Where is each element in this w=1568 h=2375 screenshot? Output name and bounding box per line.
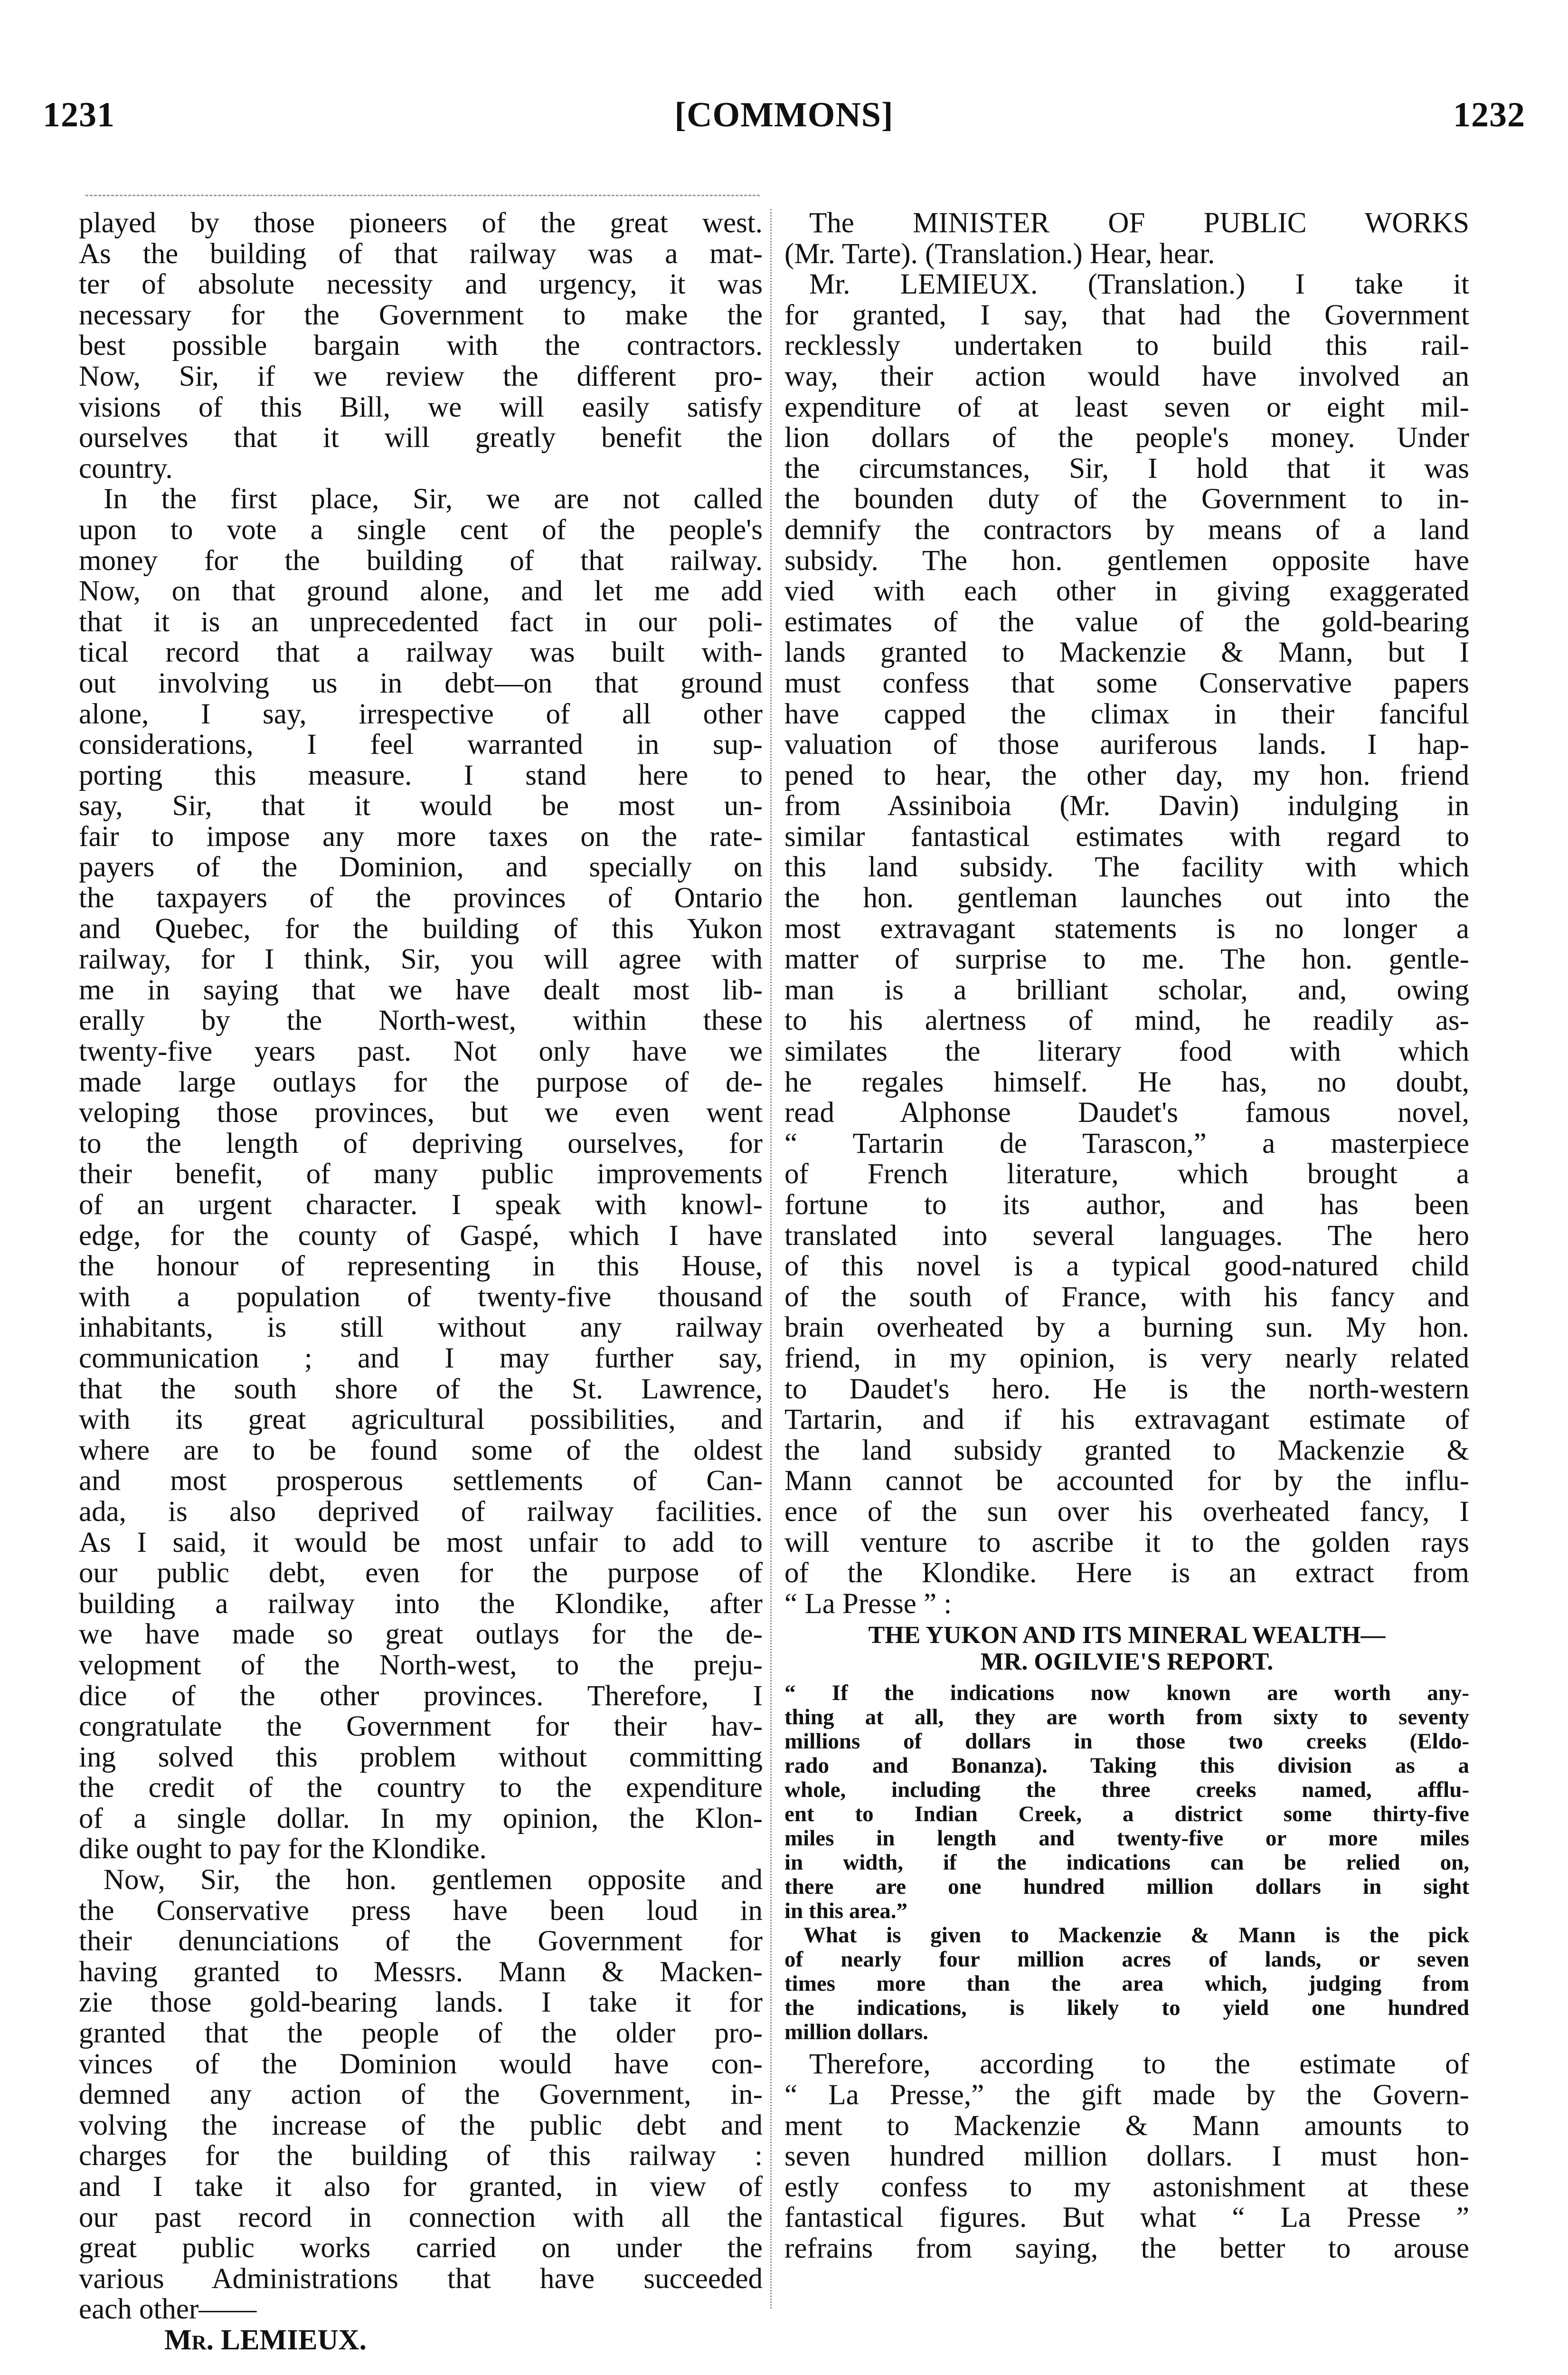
text-line: communication ; and I may further say, xyxy=(79,1342,763,1374)
text-line: ourselves that it will greatly benefit the xyxy=(79,422,763,454)
text-line: say, Sir, that it would be most un- xyxy=(79,790,763,822)
text-line: “ If the indications now known are worth any- xyxy=(784,1681,1469,1706)
text-line: the circumstances, Sir, I hold that it was xyxy=(784,452,1469,484)
page-number-right: 1232 xyxy=(1453,95,1525,134)
text-line: “ La Presse,” the gift made by the Govern- xyxy=(784,2079,1469,2111)
running-head: [COMMONS] xyxy=(674,95,894,134)
text-line: zie those gold-bearing lands. I take it for xyxy=(79,1986,763,2019)
text-line: Therefore, according to the estimate of xyxy=(809,2048,1469,2080)
left-column xyxy=(79,208,763,2356)
column-divider xyxy=(770,209,772,2308)
text-line: demned any action of the Government, in- xyxy=(79,2079,763,2111)
text-line: having granted to Messrs. Mann & Macken- xyxy=(79,1956,763,1988)
speaker-label: Mr. LEMIEUX. xyxy=(164,2324,367,2356)
text-line: necessary for the Government to make the xyxy=(79,299,763,331)
text-line: erally by the North-west, within these xyxy=(79,1005,763,1037)
text-line: times more than the area which, judging from xyxy=(784,1971,1469,1996)
text-line: the bounden duty of the Government to in- xyxy=(784,483,1469,515)
text-line: MR. OGILVIE'S REPORT. xyxy=(980,1648,1274,1676)
text-line: will venture to ascribe it to the golden rays xyxy=(784,1526,1469,1558)
text-line: velopment of the North-west, to the preju- xyxy=(79,1649,763,1681)
text-line: brain overheated by a burning sun. My hon. xyxy=(784,1311,1469,1344)
text-line: the honour of representing in this House, xyxy=(79,1250,763,1282)
text-line: building a railway into the Klondike, after xyxy=(79,1587,763,1620)
text-line: the credit of the country to the expenditure xyxy=(79,1772,763,1804)
text-line: twenty-five years past. Not only have we xyxy=(79,1036,763,1068)
text-line: Tartarin, and if his extravagant estimate of xyxy=(784,1404,1469,1436)
text-line: of an urgent character. I speak with knowl- xyxy=(79,1189,763,1221)
text-line: ence of the sun over his overheated fancy, I xyxy=(784,1495,1469,1528)
text-line: their denunciations of the Government for xyxy=(79,1925,763,1957)
text-line: rado and Bonanza). Taking this division as a xyxy=(784,1753,1469,1778)
text-line: friend, in my opinion, is very nearly related xyxy=(784,1342,1469,1374)
text-line: various Administrations that have succeeded xyxy=(79,2262,763,2295)
text-line: fortune to its author, and has been xyxy=(784,1189,1469,1221)
text-line: we have made so great outlays for the de- xyxy=(79,1618,763,1651)
text-line: granted that the people of the older pro- xyxy=(79,2017,763,2050)
text-line: inhabitants, is still without any railway xyxy=(79,1311,763,1344)
quoted-passage xyxy=(784,1923,1469,2044)
text-line: The MINISTER OF PUBLIC WORKS xyxy=(809,207,1469,239)
page-number-left: 1231 xyxy=(43,95,115,134)
text-line: the taxpayers of the provinces of Ontario xyxy=(79,882,763,914)
text-line: vinces of the Dominion would have con- xyxy=(79,2048,763,2080)
text-line: recklessly undertaken to build this rail- xyxy=(784,330,1469,362)
text-line: subsidy. The hon. gentlemen opposite have xyxy=(784,544,1469,577)
text-line: in this area.” xyxy=(784,1899,907,1924)
text-line: In the first place, Sir, we are not called xyxy=(104,483,763,515)
text-line: way, their action would have involved an xyxy=(784,360,1469,392)
text-line: of nearly four million acres of lands, or seven xyxy=(784,1947,1469,1972)
text-line: edge, for the county of Gaspé, which I have xyxy=(79,1219,763,1252)
text-line: ada, is also deprived of railway facilities. xyxy=(79,1495,763,1528)
text-line: money for the building of that railway. xyxy=(79,544,763,577)
text-line: ing solved this problem without committing xyxy=(79,1741,763,1773)
text-line: demnify the contractors by means of a land xyxy=(784,513,1469,546)
text-line: thing at all, they are worth from sixty to seventy xyxy=(784,1705,1469,1730)
header-rule xyxy=(85,195,760,196)
text-line: million dollars. xyxy=(784,2020,928,2045)
text-line: this land subsidy. The facility with which xyxy=(784,851,1469,884)
text-line: payers of the Dominion, and specially on xyxy=(79,851,763,884)
text-line: valuation of those auriferous lands. I hap- xyxy=(784,729,1469,761)
text-line: translated into several languages. The hero xyxy=(784,1219,1469,1252)
text-line: played by those pioneers of the great west. xyxy=(79,207,763,239)
text-line: Now, Sir, if we review the different pro- xyxy=(79,360,763,392)
text-line: their benefit, of many public improvements xyxy=(79,1158,763,1190)
paragraph xyxy=(784,208,1469,269)
text-line: volving the increase of the public debt and xyxy=(79,2109,763,2141)
text-line: man is a brilliant scholar, and, owing xyxy=(784,974,1469,1006)
text-line: must confess that some Conservative papers xyxy=(784,667,1469,699)
paragraph xyxy=(79,484,763,1865)
text-line: upon to vote a single cent of the people's xyxy=(79,513,763,546)
text-line: where are to be found some of the oldest xyxy=(79,1434,763,1466)
text-line: our public debt, even for the purpose of xyxy=(79,1557,763,1589)
text-line: ter of absolute necessity and urgency, it was xyxy=(79,268,763,301)
text-line: miles in length and twenty-five or more miles xyxy=(784,1826,1469,1851)
text-line: he regales himself. He has, no doubt, xyxy=(784,1066,1469,1098)
quoted-passage xyxy=(784,1681,1469,1923)
text-line: read Alphonse Daudet's famous novel, xyxy=(784,1097,1469,1129)
text-line: dice of the other provinces. Therefore, I xyxy=(79,1680,763,1712)
text-line: and Quebec, for the building of this Yukon xyxy=(79,912,763,945)
text-line: best possible bargain with the contractors. xyxy=(79,330,763,362)
text-line: THE YUKON AND ITS MINERAL WEALTH— xyxy=(868,1622,1386,1649)
text-line: Mr. LEMIEUX. (Translation.) I take it xyxy=(809,268,1469,301)
text-line: whole, including the three creeks named, afflu- xyxy=(784,1777,1469,1803)
paragraph xyxy=(784,269,1469,1619)
text-line: and I take it also for granted, in view of xyxy=(79,2171,763,2203)
text-line: “ Tartarin de Tarascon,” a masterpiece xyxy=(784,1127,1469,1159)
text-line: considerations, I feel warranted in sup- xyxy=(79,729,763,761)
text-line: ment to Mackenzie & Mann amounts to xyxy=(784,2109,1469,2142)
text-line: alone, I say, irrespective of all other xyxy=(79,698,763,730)
text-line: Now, Sir, the hon. gentlemen opposite and xyxy=(104,1864,763,1896)
text-line: of the south of France, with his fancy and xyxy=(784,1281,1469,1313)
paragraph xyxy=(784,2049,1469,2264)
text-line: veloping those provinces, but we even went xyxy=(79,1097,763,1129)
text-line: fantastical figures. But what “ La Presse ” xyxy=(784,2202,1469,2234)
text-line: great public works carried on under the xyxy=(79,2232,763,2264)
text-line: ent to Indian Creek, a district some thirty-five xyxy=(784,1802,1469,1827)
text-line: similar fantastical estimates with regard to xyxy=(784,820,1469,853)
text-line: seven hundred million dollars. I must hon- xyxy=(784,2140,1469,2173)
text-line: What is given to Mackenzie & Mann is the pick xyxy=(803,1923,1469,1948)
text-line: tical record that a railway was built with- xyxy=(79,636,763,669)
text-line: each other—— xyxy=(79,2293,257,2326)
text-line: from Assiniboia (Mr. Davin) indulging in xyxy=(784,790,1469,822)
text-line: with its great agricultural possibilities, and xyxy=(79,1404,763,1436)
text-line: in width, if the indications can be relied on, xyxy=(784,1850,1469,1875)
text-line: congratulate the Government for their hav- xyxy=(79,1710,763,1743)
text-line: vied with each other in giving exaggerated xyxy=(784,575,1469,608)
text-line: As the building of that railway was a mat- xyxy=(79,238,763,270)
text-line: Now, on that ground alone, and let me add xyxy=(79,575,763,608)
text-line: the indications, is likely to yield one hundred xyxy=(784,1995,1469,2021)
text-line: lion dollars of the people's money. Under xyxy=(784,422,1469,454)
text-line: lands granted to Mackenzie & Mann, but I xyxy=(784,636,1469,669)
text-line: that it is an unprecedented fact in our poli- xyxy=(79,606,763,638)
text-line: of French literature, which brought a xyxy=(784,1158,1469,1190)
text-line: that the south shore of the St. Lawrence, xyxy=(79,1373,763,1405)
text-line: have capped the climax in their fanciful xyxy=(784,698,1469,730)
text-line: railway, for I think, Sir, you will agree with xyxy=(79,943,763,976)
text-line: the hon. gentleman launches out into the xyxy=(784,882,1469,914)
text-line: pened to hear, the other day, my hon. friend xyxy=(784,759,1469,791)
text-line: As I said, it would be most unfair to add to xyxy=(79,1526,763,1558)
text-line: to Daudet's hero. He is the north-western xyxy=(784,1373,1469,1405)
text-line: porting this measure. I stand here to xyxy=(79,759,763,791)
text-line: (Mr. Tarte). (Translation.) Hear, hear. xyxy=(784,238,1215,270)
paragraph xyxy=(79,208,763,484)
text-line: for granted, I say, that had the Government xyxy=(784,299,1469,331)
text-line: country. xyxy=(79,452,173,484)
text-line: dike ought to pay for the Klondike. xyxy=(79,1833,487,1865)
text-line: me in saying that we have dealt most lib- xyxy=(79,974,763,1006)
text-line: matter of surprise to me. The hon. gentle- xyxy=(784,943,1469,976)
right-column xyxy=(784,208,1469,2264)
text-line: fair to impose any more taxes on the rate- xyxy=(79,820,763,853)
paragraph xyxy=(79,1865,763,2325)
text-line: to the length of depriving ourselves, for xyxy=(79,1127,763,1159)
text-line: of a single dollar. In my opinion, the Klon- xyxy=(79,1802,763,1834)
text-line: millions of dollars in those two creeks (Eldo- xyxy=(784,1729,1469,1754)
text-line: the Conservative press have been loud in xyxy=(79,1894,763,1927)
text-line: to his alertness of mind, he readily as- xyxy=(784,1005,1469,1037)
text-line: and most prosperous settlements of Can- xyxy=(79,1465,763,1497)
text-line: with a population of twenty-five thousand xyxy=(79,1281,763,1313)
page-header xyxy=(38,81,1530,142)
text-line: out involving us in debt—on that ground xyxy=(79,667,763,699)
text-line: visions of this Bill, we will easily satisfy xyxy=(79,391,763,423)
quote-heading xyxy=(784,1622,1469,1675)
text-line: the land subsidy granted to Mackenzie & xyxy=(784,1434,1469,1466)
text-line: our past record in connection with all the xyxy=(79,2201,763,2233)
text-line: of the Klondike. Here is an extract from xyxy=(784,1557,1469,1589)
text-line: most extravagant statements is no longer a xyxy=(784,912,1469,945)
text-line: estly confess to my astonishment at these xyxy=(784,2171,1469,2203)
text-line: expenditure of at least seven or eight mil- xyxy=(784,391,1469,423)
text-line: made large outlays for the purpose of de- xyxy=(79,1066,763,1098)
text-line: estimates of the value of the gold-bearing xyxy=(784,606,1469,638)
text-line: refrains from saying, the better to arouse xyxy=(784,2232,1469,2264)
text-line: of this novel is a typical good-natured child xyxy=(784,1250,1469,1282)
text-line: similates the literary food with which xyxy=(784,1036,1469,1068)
text-line: there are one hundred million dollars in sight xyxy=(784,1874,1469,1900)
text-line: charges for the building of this railway : xyxy=(79,2140,763,2172)
text-line: Mann cannot be accounted for by the influ- xyxy=(784,1465,1469,1497)
text-line: “ La Presse ” : xyxy=(784,1587,952,1620)
